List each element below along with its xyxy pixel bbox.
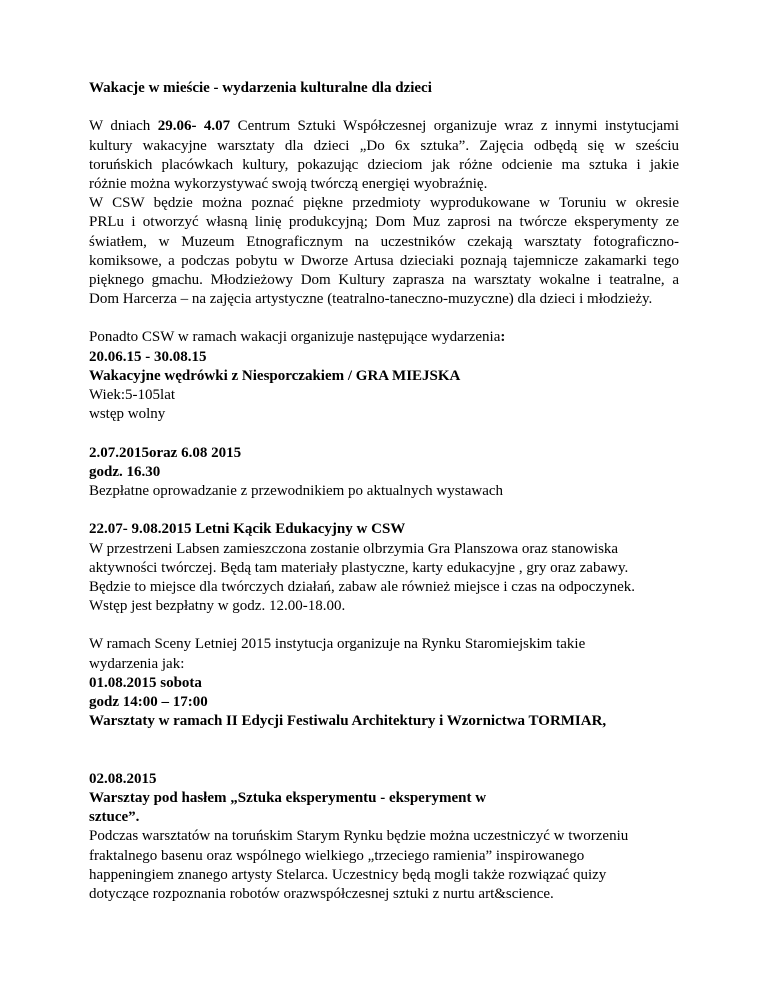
csw-line-6: Dom Harcerza – na zajęcia artystyczne (teatralno-taneczno-muzyczne) dla dzieci i młodzieży. [89, 291, 653, 308]
intro-line-1 [89, 117, 679, 136]
event1-entry: wstęp wolny [89, 406, 166, 423]
event5-line-1: Podczas warsztatów na toruńskim Starym Rynku będzie można uczestniczyć w tworzeniu [89, 828, 629, 845]
csw-line-3: światłem, w Muzeum Etnograficznym na uczestników czekają warsztaty fotograficzno- [89, 233, 679, 250]
event3-line-4: Wstęp jest bezpłatny w godz. 12.00-18.00. [89, 598, 346, 615]
document-title: Wakacje w mieście - wydarzenia kulturalne dla dzieci [89, 80, 432, 96]
intro-dates: 29.06- 4.07 [157, 118, 231, 135]
event5-date: 02.08.2015 [89, 770, 157, 787]
spacer [89, 731, 679, 769]
event2-desc: Bezpłatne oprowadzanie z przewodnikiem po aktualnych wystawach [89, 482, 504, 499]
csw-line-4: komiksowe, a podczas pobytu w Dworze Artusa dzieciaki poznają tajemnicze zakamarki tego [89, 252, 679, 269]
events-intro-text: Ponadto CSW w ramach wakacji organizuje następujące wydarzenia [89, 329, 501, 346]
summer-stage-line-2: wydarzenia jak: [89, 655, 185, 672]
csw-line-5: pięknego gmachu. Młodzieżowy Dom Kultury zaprasza na warsztaty wokalne i teatralne, a [89, 271, 679, 288]
csw-line-2: PRLu i otworzyć własną linię produkcyjną; Dom Muz zaprosi na twórcze eksperymenty ze [89, 214, 679, 231]
event5-line-4: dotyczące rozpoznania robotów orazwspółczesnej sztuki z nurtu art&science. [89, 885, 554, 902]
event4-date: 01.08.2015 sobota [89, 674, 202, 691]
document-page [89, 79, 679, 904]
spacer [89, 309, 679, 328]
event4-time: godz 14:00 – 17:00 [89, 694, 208, 710]
intro-prefix: W dniach [89, 118, 158, 135]
event5-line-2: fraktalnego basenu oraz wspólnego wielkiego „trzeciego ramienia” inspirowanego [89, 847, 585, 864]
event5-title-line-1: Warsztay pod hasłem „Sztuka eksperymentu - eksperyment w [89, 789, 487, 806]
event3-line-1: W przestrzeni Labsen zamieszczona zostanie olbrzymia Gra Planszowa oraz stanowiska [89, 540, 619, 557]
intro-line-4: różnie można wykorzystywać swoją twórczą energięi wyobraźnię. [89, 175, 488, 192]
intro-suffix: Centrum Sztuki Współczesnej organizuje wraz z innymi instytucjami [230, 118, 679, 135]
event4-title: Warsztaty w ramach II Edycji Festiwalu Architektury i Wzornictwa TORMIAR, [89, 713, 607, 730]
events-intro-colon: : [500, 329, 506, 346]
event3-title: 22.07- 9.08.2015 Letni Kącik Edukacyjny w CSW [89, 521, 406, 538]
csw-line-1: W CSW będzie można poznać piękne przedmioty wyprodukowane w Toruniu w okresie [89, 195, 679, 212]
event2-time: godz. 16.30 [89, 463, 161, 480]
event5-line-3: happeningiem znanego artysty Stelarca. Uczestnicy będą mogli także rozwiązać quizy [89, 866, 607, 883]
summer-stage-line-1: W ramach Sceny Letniej 2015 instytucja organizuje na Rynku Staromiejskim takie [89, 636, 586, 653]
spacer [89, 424, 679, 443]
event1-title: Wakacyjne wędrówki z Niesporczakiem / GRA MIEJSKA [89, 367, 461, 384]
event3-line-3: Będzie to miejsce dla twórczych działań, zabaw ale również miejsce i czas na odpoczynek. [89, 578, 635, 595]
intro-line-2: kultury wakacyjne warsztaty dla dzieci „Do 6x sztuka”. Zajęcia odbędą się w sześciu [89, 137, 679, 154]
spacer [89, 616, 679, 635]
spacer [89, 501, 679, 520]
event5-title-line-2: sztuce”. [89, 809, 140, 826]
event1-age: Wiek:5-105lat [89, 387, 176, 403]
event2-dates: 2.07.2015oraz 6.08 2015 [89, 444, 242, 461]
intro-line-3: toruńskich placówkach kultury, pokazując dzieciom jak różne odcienie ma sztuka i jakie [89, 156, 679, 173]
event3-line-2: aktywności twórczej. Będą tam materiały plastyczne, karty edukacyjne , gry oraz zabawy. [89, 559, 629, 576]
event1-dates: 20.06.15 - 30.08.15 [89, 348, 207, 365]
events-intro [89, 328, 679, 347]
spacer [89, 98, 679, 117]
